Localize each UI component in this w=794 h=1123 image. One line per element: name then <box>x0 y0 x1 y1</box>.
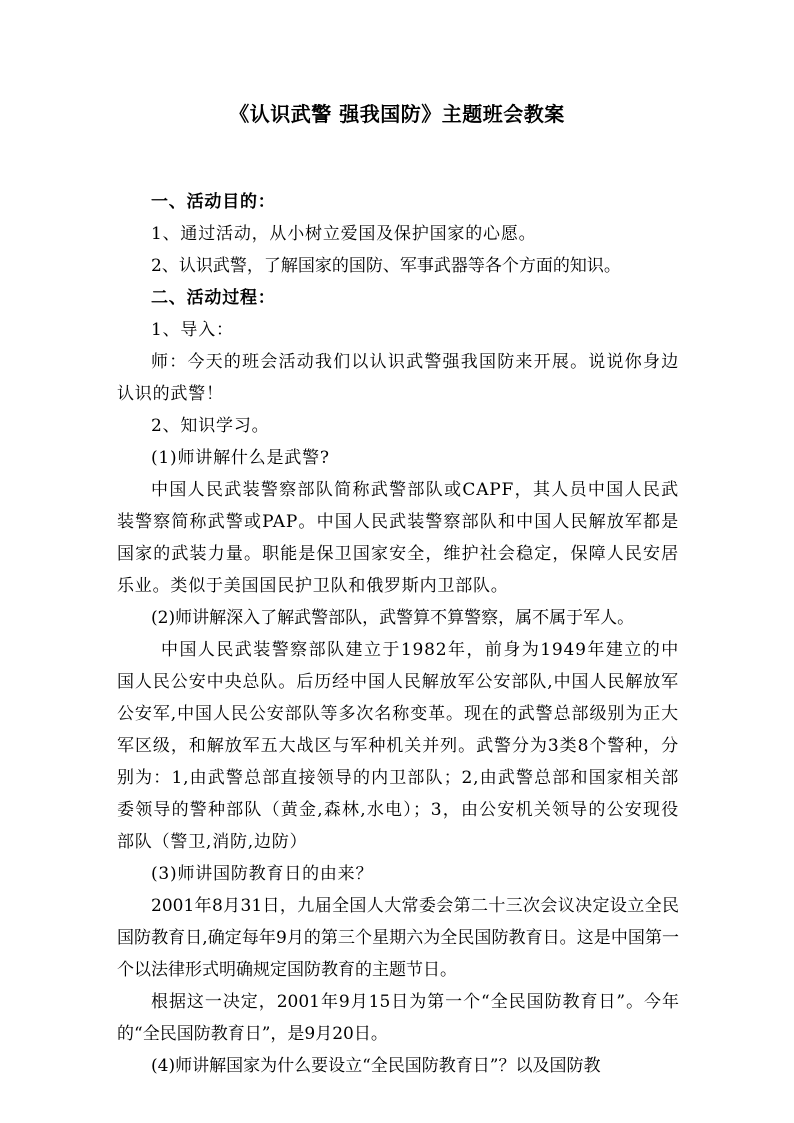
paragraph: 中国人民武装警察部队简称武警部队或CAPF，其人员中国人民武装警察简称武警或PAP。中国人民武装警察部队和中国人民解放军都是国家的武装力量。职能是保卫国家安全，维护社会稳定，保障人民安居乐业。类似于美国国民护卫队和俄罗斯内卫部队。 <box>117 480 679 596</box>
document-body <box>117 186 679 1082</box>
document-title: 《认识武警 强我国防》主题班会教案 <box>229 102 565 126</box>
paragraph: (4)师讲解国家为什么要设立“全民国防教育日”？以及国防教 <box>151 1056 601 1076</box>
paragraph: 中国人民武装警察部队建立于1982年，前身为1949年建立的中国人民公安中央总队。后历经中国人民解放军公安部队,中国人民解放军公安军,中国人民公安部队等多次名称变革。现在的武警总部级别为正大军区级，和解放军五大战区与军种机关并列。武警分为3类8个警种，分别为：1,由武警总部直接领导的内卫部队；2,由武警总部和国家相关部委领导的警种部队（黄金,森林,水电）；3，由公安机关领导的公安现役部队（警卫,消防,边防） <box>117 640 679 852</box>
paragraph: (1)师讲解什么是武警? <box>151 448 330 468</box>
paragraph: 2、知识学习。 <box>151 416 270 436</box>
paragraph: 2、认识武警，了解国家的国防、军事武器等各个方面的知识。 <box>151 256 621 276</box>
section-heading-objectives: 一、活动目的： <box>151 192 276 212</box>
paragraph: (2)师讲解深入了解武警部队，武警算不算警察，属不属于军人。 <box>151 608 635 628</box>
paragraph: 师：今天的班会活动我们以认识武警强我国防来开展。说说你身边认识的武警！ <box>117 352 679 404</box>
paragraph: 根据这一决定，2001年9月15日为第一个“全民国防教育日”。今年的“全民国防教育日”，是9月20日。 <box>117 992 679 1044</box>
section-heading-process: 二、活动过程： <box>151 288 276 308</box>
paragraph: 2001年8月31日，九届全国人大常委会第二十三次会议决定设立全民国防教育日,确定每年9月的第三个星期六为全民国防教育日。这是中国第一个以法律形式明确规定国防教育的主题节日。 <box>117 896 679 980</box>
paragraph: 1、导入： <box>151 320 234 340</box>
paragraph: 1、通过活动，从小树立爱国及保护国家的心愿。 <box>151 224 537 244</box>
paragraph: (3)师讲国防教育日的由来？ <box>151 864 374 884</box>
